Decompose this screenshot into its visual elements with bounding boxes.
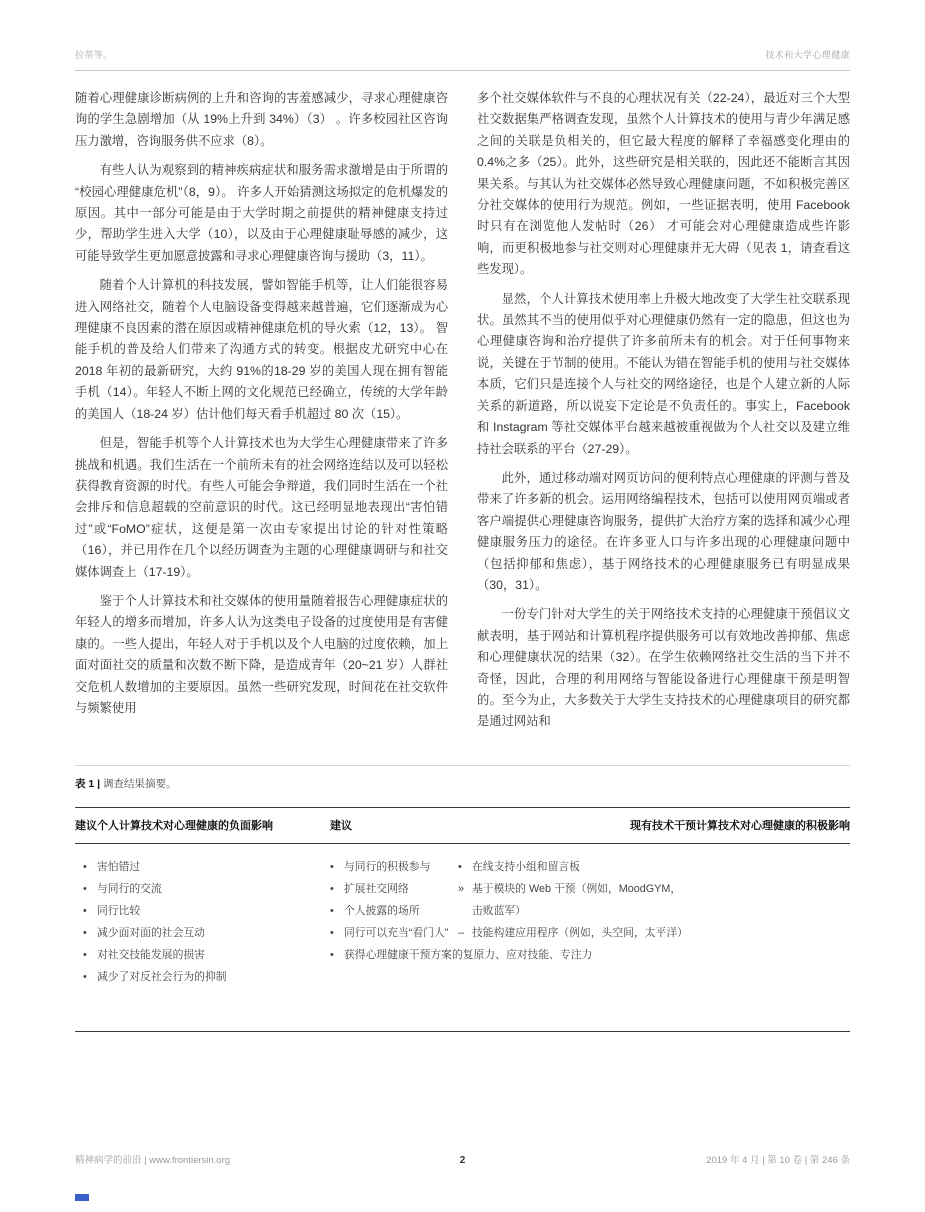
bullet-icon bbox=[458, 901, 472, 922]
table-row bbox=[83, 967, 330, 988]
bullet-icon: • bbox=[83, 948, 87, 961]
page-footer bbox=[75, 1132, 850, 1212]
footer-issue: 2019 年 4 月 | 第 10 卷 | 第 246 条 bbox=[706, 1155, 850, 1166]
table-row bbox=[330, 901, 850, 922]
table-caption-label: 表 1 | bbox=[75, 777, 101, 790]
bullet-icon: » bbox=[458, 882, 465, 895]
table-cell: 扩展社交网络 bbox=[344, 882, 409, 895]
table-row bbox=[330, 857, 850, 878]
footer-page-number: 2 bbox=[459, 1155, 466, 1166]
table-cell: 个人披露的场所 bbox=[344, 904, 420, 917]
running-head bbox=[75, 48, 850, 71]
bullet-icon: • bbox=[330, 882, 334, 895]
table-cell: 与同行的交流 bbox=[97, 882, 162, 895]
table-row bbox=[83, 923, 330, 944]
table-cell: 技能构建应用程序（例如，头空间，太平洋） bbox=[472, 926, 688, 939]
table-row bbox=[330, 923, 850, 944]
footer-journal: 精神病学的前沿 | www.frontiersin.org bbox=[75, 1155, 231, 1166]
table-cell: 获得心理健康干预方案的复原力、应对技能、专注力 bbox=[344, 948, 593, 961]
bullet-icon: • bbox=[83, 970, 87, 983]
running-head-author: 拉蒂等。 bbox=[75, 50, 113, 60]
table-cell: 害怕错过 bbox=[97, 860, 141, 873]
table-cell: 击败蓝军） bbox=[472, 904, 526, 917]
table-header-row bbox=[75, 807, 850, 844]
bullet-icon: • bbox=[330, 948, 334, 961]
table-row bbox=[83, 945, 330, 966]
table-row bbox=[83, 857, 330, 878]
table-column-suggestions bbox=[330, 857, 850, 989]
bullet-icon: • bbox=[330, 904, 334, 917]
table-cell: 减少了对反社会行为的抑制 bbox=[97, 970, 227, 983]
table-1 bbox=[75, 765, 850, 1032]
table-header-negative: 建议个人计算技术对心理健康的负面影响 bbox=[75, 819, 273, 832]
bullet-icon: • bbox=[83, 860, 87, 873]
table-cell: 对社交技能发展的损害 bbox=[97, 948, 205, 961]
table-column-negative bbox=[75, 857, 330, 989]
bullet-icon bbox=[836, 945, 850, 966]
running-head-title: 技术和大学心理健康 bbox=[765, 50, 850, 60]
table-cell: 在线支持小组和留言板 bbox=[472, 860, 580, 873]
paragraph: 一份专门针对大学生的关于网络技术支持的心理健康干预倡议文献表明，基于网站和计算机程序提供服务可以有效地改善抑郁、焦虑和心理健康状况的结果（32）。在学生依赖网络社交生活的当下并不奇怪，因此，合理的利用网络与智能设备进行心理健康干预是明智的。至今为止，大多数关于大学生支持技术的心理健康项目的研究都是通过网站和 bbox=[477, 607, 850, 729]
paragraph: 但是，智能手机等个人计算技术也为大学生心理健康带来了许多挑战和机遇。我们生活在一个前所未有的社会网络连结以及可以轻松获得教育资源的时代。有些人可能会争辩道，我们同时生活在一个社会排斥和信息超载的空前意识的时代。这已经明显地表现出“害怕错过”或“FoMO”症状，这便是第一次由专家提出讨论的针对性策略（16），并已用作在几个以经历调查为主题的心理健康调研与和社交媒体调查上（17-19）。 bbox=[75, 436, 448, 579]
bullet-icon: • bbox=[330, 926, 334, 939]
page-marker bbox=[75, 1194, 89, 1201]
table-header-suggestion: 建议 bbox=[330, 819, 352, 832]
paragraph: 随着个人计算机的科技发展，譬如智能手机等，让人们能很容易进入网络社交，随着个人电脑设备变得越来越普遍，它们逐渐成为心理健康不良因素的潜在原因或精神健康危机的导火索（12，13）。 智能手机的普及给人们带来了沟通方式的转变。根据皮尤研究中心在 2018 年初的最新研究，大约 91%的18-29 岁的美国人现在拥有智能手机（14）。年轻人不断上网的文化规范已经确立，传统的大学年龄的美国人（18-24 岁）估计他们每天看手机超过 80 次（15）。 bbox=[75, 278, 448, 421]
article-body bbox=[75, 88, 850, 741]
table-caption bbox=[75, 765, 850, 791]
table-body bbox=[75, 844, 850, 1032]
table-row bbox=[330, 879, 850, 900]
bullet-icon: • bbox=[83, 904, 87, 917]
table-row bbox=[83, 901, 330, 922]
paragraph: 有些人认为观察到的精神疾病症状和服务需求激增是由于所谓的“校园心理健康危机”（8，9）。 许多人开始猜测这场拟定的危机爆发的原因。其中一部分可能是由于大学时期之前提供的精神健康支持过少，帮助学生进入大学（10），以及由于心理健康耻辱感的减少，这可能导致学生更加愿意披露和寻求心理健康咨询与援助（3，11）。 bbox=[75, 163, 448, 263]
table-row bbox=[83, 879, 330, 900]
paragraph: 随着心理健康诊断病例的上升和咨询的害羞感减少，寻求心理健康咨询的学生急剧增加（从 19%上升到 34%）（3） 。许多校园社区咨询压力激增，咨询服务供不应求（8）。 bbox=[75, 91, 448, 148]
table-cell: 减少面对面的社会互动 bbox=[97, 926, 205, 939]
bullet-icon: • bbox=[458, 860, 462, 873]
table-row bbox=[330, 945, 850, 966]
bullet-icon: • bbox=[83, 926, 87, 939]
table-cell: 与同行的积极参与 bbox=[344, 860, 431, 873]
table-cell: 同行可以充当“看门人” bbox=[344, 926, 449, 939]
table-cell: 同行比较 bbox=[97, 904, 141, 917]
paragraph: 显然，个人计算技术使用率上升极大地改变了大学生社交联系现状。虽然其不当的使用似乎对心理健康仍然有一定的隐患，但这也为心理健康咨询和治疗提供了许多前所未有的机会。对于任何事物来说，关键在于节制的使用。不能认为错在智能手机的使用与社交媒体本质，它们只是连接个人与社交的网络途径，也是个人建立新的人际关系的新道路，所以说妄下定论是不负责任的。事实上，Facebook 和 Instagram 等社交媒体平台越来越被重视做为个人社交以及建立维持社会联系的平台（27-29）。 bbox=[477, 291, 850, 456]
paragraph: 鉴于个人计算技术和社交媒体的使用量随着报告心理健康症状的年轻人的增多而增加，许多人认为这类电子设备的过度使用是有害健康的。一些人提出，年轻人对于手机以及个人电脑的过度依赖，加上面对面社交的质量和次数不断下降，是造成青年（20~21 岁）人群社交危机人数增加的主要原因。虽然一些研究发现，时间花在社交软件与频繁使用 bbox=[75, 593, 448, 715]
bullet-icon: – bbox=[458, 926, 465, 939]
table-header-positive: 现有技术干预计算技术对心理健康的积极影响 bbox=[630, 819, 850, 832]
table-caption-text: 调查结果摘要。 bbox=[100, 777, 177, 790]
paragraph: 此外，通过移动端对网页访问的便利特点心理健康的评测与普及带来了许多新的机会。运用网络编程技术，包括可以使用网页端或者客户端提供心理健康咨询服务，提供扩大治疗方案的选择和减少心理健康服务压力的途径。在许多亚人口与许多出现的心理健康问题中（包括抑郁和焦虑），基于网络技术的心理健康服务已有明显成果（30，31）。 bbox=[477, 470, 850, 592]
left-column bbox=[75, 88, 448, 741]
right-column bbox=[477, 88, 850, 741]
table-cell: 基于模块的 Web 干预（例如，MoodGYM， bbox=[472, 882, 682, 895]
paragraph: 多个社交媒体软件与不良的心理状况有关（22-24），最近对三个大型社交数据集严格调查发现，虽然个人计算技术的使用与青少年满足感之间的关联是负相关的，但它最大程度的解释了幸福感变化理由的 0.4%之多（25）。此外，这些研究是相关联的，因此还不能断言其因果关系。与其认为社交媒体必然导致心理健康问题，不如积极完善区分社交媒体的使用行为规范。例如，一些证据表明，使用 Facebook 时只有在浏览他人发帖时（26） 才可能会对心理健康造成些许影响，而更积极地参与社交则对心理健康并无大碍（见表 1，请查看这些发现）。 bbox=[477, 91, 850, 277]
bullet-icon: • bbox=[83, 882, 87, 895]
bullet-icon: • bbox=[330, 860, 334, 873]
